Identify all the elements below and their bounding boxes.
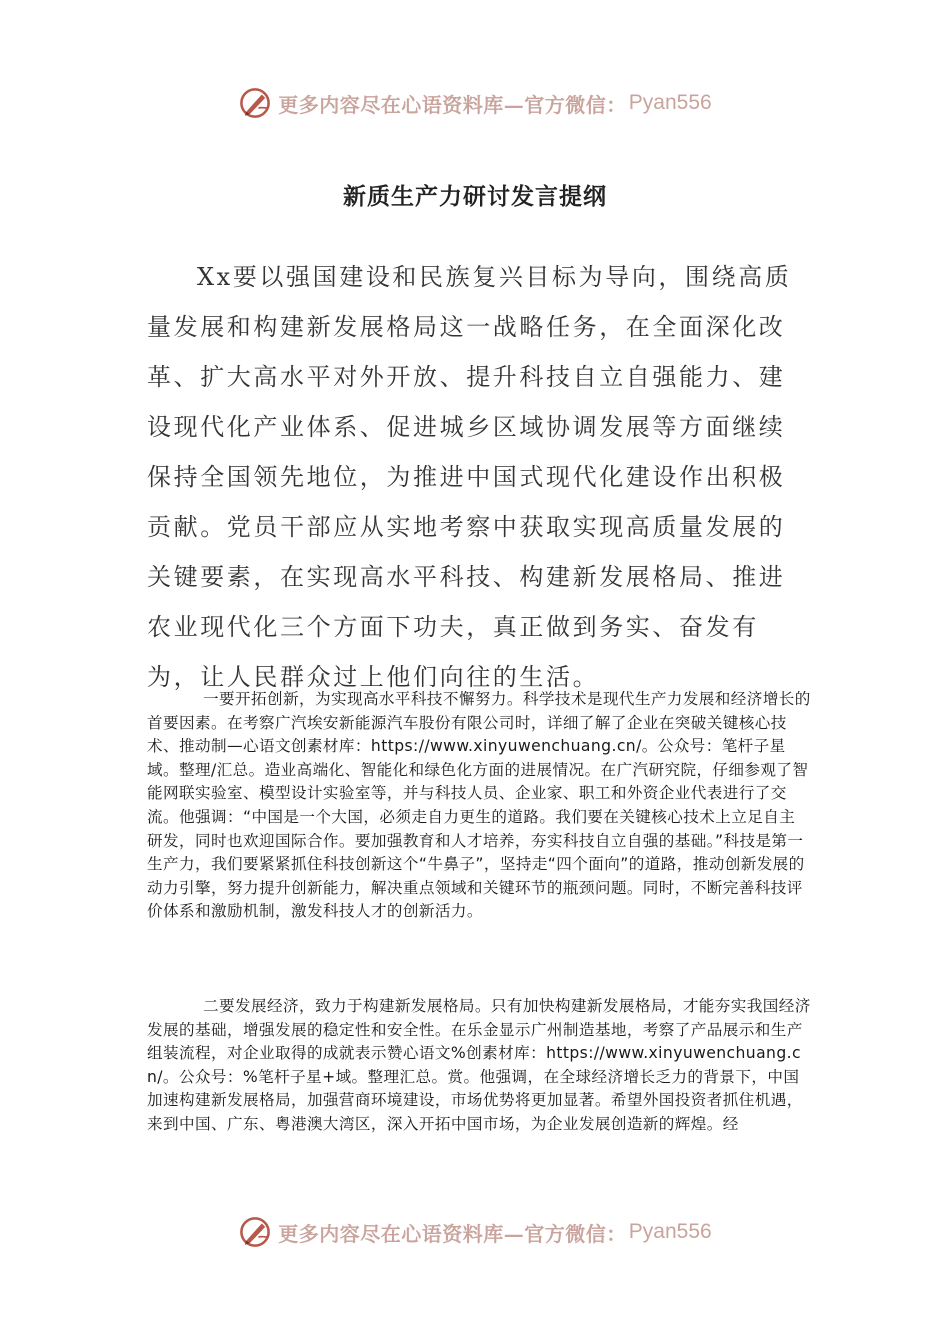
footer-watermark-banner [0,1212,950,1252]
document-title: 新质生产力研讨发言提纲 [343,183,607,210]
header-watermark-banner [0,83,950,123]
lead-paragraph: Xx要以强国建设和民族复兴目标为导向，围绕高质量发展和构建新发展格局这一战略任务，在全面深化改革、扩大高水平对外开放、提升科技自立自强能力、建设现代化产业体系、促进城乡区域协调发展等方面继续保持全国领先地位，为推进中国式现代化建设作出积极贡献。党员干部应从实地考察中获取实现高质量发展的关键要素，在实现高水平科技、构建新发展格局、推进农业现代化三个方面下功夫，真正做到务实、奋发有为，让人民群众过上他们向往的生活。 [147,263,792,691]
footer-watermark-text: 更多内容尽在心语资料库—官方微信： [278,1221,627,1246]
body-paragraph-2: 二要发展经济，致力于构建新发展格局。只有加快构建新发展格局，才能夯实我国经济发展的基础，增强发展的稳定性和安全性。在乐金显示广州制造基地，考察了产品展示和生产组装流程，对企业取得的成就表示赞心语文%创素材库：https://www.xinyuwenchuang.cn/。公众号：%笔杆子星+域。整理汇总。赏。他强调，在全球经济增长乏力的背景下，中国加速构建新发展格局，加强营商环境建设，市场优势将更加显著。希望外国投资者抓住机遇，来到中国、广东、粤港澳大湾区，深入开拓中国市场，为企业发展创造新的辉煌。经 [147,997,811,1133]
body-paragraph-1: 一要开拓创新，为实现高水平科技不懈努力。科学技术是现代生产力发展和经济增长的首要因素。在考察广汽埃安新能源汽车股份有限公司时，详细了解了企业在突破关键核心技术、推动制—心语文创素材库：https://www.xinyuwenchuang.cn/。公众号：笔杆子星域。整理/汇总。造业高端化、智能化和绿色化方面的进展情况。在广汽研究院，仔细参观了智能网联实验室、模型设计实验室等，并与科技人员、企业家、职工和外资企业代表进行了交流。他强调：“中国是一个大国，必须走自力更生的道路。我们要在关键核心技术上立足自主研发，同时也欢迎国际合作。要加强教育和人才培养，夯实科技自立自强的基础。”科技是第一生产力，我们要紧紧抓住科技创新这个“牛鼻子”，坚持走“四个面向”的道路，推动创新发展的动力引擎，努力提升创新能力，解决重点领域和关键环节的瓶颈问题。同时，不断完善科技评价体系和激励机制，激发科技人才的创新活力。 [147,690,811,921]
header-watermark-text: 更多内容尽在心语资料库—官方微信： [278,92,627,117]
footer-watermark-id: Pyan556 [628,1220,712,1243]
pen-logo-icon [238,86,272,120]
header-watermark-id: Pyan556 [628,91,712,114]
pen-logo-icon [238,1215,272,1249]
